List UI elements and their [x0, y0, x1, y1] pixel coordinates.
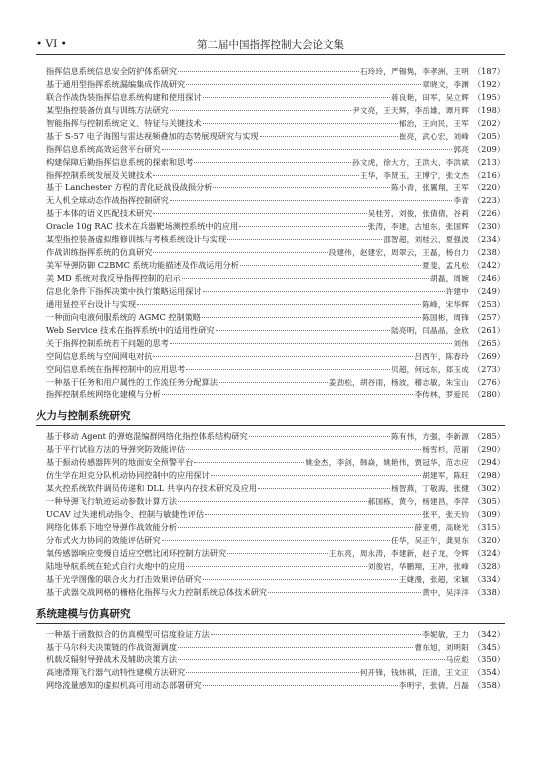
leader-dots	[162, 394, 414, 395]
toc-entry[interactable]	[46, 194, 505, 207]
entry-page: （253）	[472, 298, 505, 309]
entry-page: （220）	[472, 182, 505, 193]
entry-authors: 崔亮，武心宏，刘峰	[398, 131, 469, 141]
toc-entry[interactable]	[46, 285, 505, 298]
toc-entry[interactable]	[46, 181, 505, 194]
entry-authors: 黄中，吴洋洋	[422, 587, 469, 597]
entry-page: （261）	[472, 324, 505, 335]
entry-title: Oracle 10g RAC 技术在兵器靶场测控系统中的应用	[46, 221, 239, 232]
entry-page: （309）	[472, 509, 505, 519]
entry-title: 基于平行试验方法的导弹突防效能评估	[46, 444, 186, 455]
toc-entry[interactable]	[46, 376, 505, 389]
leader-dots	[203, 291, 445, 292]
entry-page: （198）	[472, 104, 505, 115]
entry-title: 空间信息系统在指挥控制中的应用思考	[46, 363, 186, 374]
entry-title: 美军导弹防御 C2BMC 系统功能描述及作战运用分析	[46, 260, 239, 271]
entry-authors: 蒋良艳，田军，吴立辉	[391, 92, 469, 102]
entry-authors: 刘伟	[453, 338, 469, 348]
entry-authors: 郝国栋，黄今，杨建昌，李萍	[367, 497, 469, 507]
leader-dots	[203, 579, 398, 580]
leader-dots	[227, 239, 382, 240]
entry-page: （213）	[472, 156, 505, 167]
entry-authors: 尹文亮，王天辉，李岳雄，谭月辉	[352, 105, 469, 115]
entry-authors: 何开锋，钱炜祺，汪清，王文正	[359, 668, 469, 678]
toc-entry[interactable]	[46, 143, 505, 156]
entry-title: 构建保障后勤指挥信息系统的探索和思考	[46, 156, 194, 167]
entry-authors: 段建伟，赵建宏，周翠云，王磊，杨自力	[328, 248, 469, 258]
toc-entry[interactable]	[46, 259, 505, 272]
leader-dots	[178, 71, 359, 72]
leader-dots	[186, 672, 359, 673]
toc-entry[interactable]	[46, 233, 505, 246]
toc-entry[interactable]	[46, 117, 505, 130]
entry-page: （223）	[472, 195, 505, 206]
entry-authors: 许建中	[445, 286, 469, 296]
entry-title: 仿生学在坦克分队机动协同控制中的应用探讨	[46, 470, 210, 481]
entry-authors: 陈峰，宋华辉	[422, 299, 469, 309]
entry-authors: 陆亮明，闫晶晶，金欣	[391, 325, 469, 335]
toc-entry[interactable]	[46, 653, 505, 666]
toc-entry[interactable]	[46, 388, 505, 401]
leader-dots	[213, 187, 390, 188]
entry-title: 基于武器交战网格的栅格化指挥与火力控制系统总体技术研究	[46, 586, 268, 597]
entry-authors: 张平，张天钧	[422, 510, 469, 519]
entry-page: （358）	[472, 680, 505, 691]
running-title: 第二届中国指挥控制大会论文集	[197, 38, 344, 51]
toc-entry[interactable]	[46, 586, 505, 599]
toc-entry[interactable]	[46, 363, 505, 376]
leader-dots	[170, 110, 351, 111]
leader-dots	[194, 162, 351, 163]
entry-page: （345）	[472, 641, 505, 652]
leader-dots	[178, 501, 367, 502]
entry-authors: 王华，李贤玉，王博宁，张文杰	[359, 170, 469, 180]
leader-dots	[186, 566, 366, 567]
entry-title: 关于指挥控制系统若干问题的思考	[46, 337, 169, 348]
leader-dots	[162, 540, 390, 541]
toc-entry[interactable]	[46, 246, 505, 259]
page-header	[36, 36, 505, 52]
leader-dots	[186, 84, 421, 85]
leader-dots	[203, 97, 390, 98]
leader-dots	[137, 304, 421, 305]
entry-title: 氧传感器响应变慢自适应空燃比闭环控制方法研究	[46, 547, 227, 558]
leader-dots	[153, 356, 413, 357]
entry-title: Web Service 技术在指挥系统中的适用性研究	[46, 324, 215, 335]
toc-entry[interactable]	[46, 628, 505, 641]
entry-page: （305）	[472, 496, 505, 507]
entry-page: （226）	[472, 208, 505, 219]
entry-title: 陆地导航系统在轮式自行火炮中的应用	[46, 560, 186, 571]
toc-entry[interactable]	[46, 547, 505, 560]
entry-page: （192）	[472, 78, 505, 89]
entry-page: （280）	[472, 389, 505, 400]
leader-dots	[186, 449, 421, 450]
header-rule	[36, 54, 505, 55]
entry-authors: 邵智超，刘桂云，夏强波	[383, 235, 469, 245]
page-number: • VI •	[36, 38, 67, 50]
entry-title: 指挥控制系统网络化建模与分析	[46, 389, 161, 400]
entry-title: 基于通用型指挥系统漏编集成作战研究	[46, 78, 186, 89]
section-heading: 系统建模与仿真研究	[36, 605, 505, 624]
entry-authors: 马应彪	[445, 655, 469, 665]
entry-page: （276）	[472, 376, 505, 387]
entry-title: 通用显控平台设计与实现	[46, 298, 137, 309]
entry-title: 作战训练指挥系统的仿真研究	[46, 247, 153, 258]
entry-authors: 李青	[453, 196, 469, 206]
toc-entry[interactable]	[46, 65, 505, 78]
leader-dots	[205, 514, 421, 515]
entry-page: （328）	[472, 560, 505, 571]
entry-title: 智能指挥与控制系统定义、特征与关键技术	[46, 117, 202, 128]
entry-page: （242）	[472, 260, 505, 271]
entry-authors: 杨智燕，丁敬海，张健	[391, 484, 469, 494]
entry-title: 空间信息系统与空间网电对抗	[46, 350, 153, 361]
entry-title: 基于 S-57 电子海图与雷达视频叠加的态势展现研究与实现	[46, 130, 259, 141]
leader-dots	[249, 436, 390, 437]
entry-title: 基于 Lanchester 方程的青化砭战役战损分析	[46, 182, 213, 193]
entry-title: 网络流量感知的虚拟机高可用动态部署研究	[46, 680, 202, 691]
leader-dots	[153, 213, 366, 214]
leader-dots	[260, 136, 398, 137]
leader-dots	[268, 592, 421, 593]
entry-authors: 姜劲松，胡谷雨，杨波，稽志敏，朱宝山	[328, 377, 469, 387]
leader-dots	[211, 475, 421, 476]
entry-title: 指挥信息系统信息安全防护体系研究	[46, 66, 178, 76]
toc-entry[interactable]	[46, 666, 505, 679]
entry-page: （209）	[472, 143, 505, 154]
entry-page: （334）	[472, 573, 505, 584]
toc-entry[interactable]	[46, 560, 505, 573]
entry-authors: 石玲玲，严锡隽，李孝洲，王明	[359, 67, 469, 76]
entry-authors: 李传林，罗爱民	[414, 390, 469, 400]
entry-title: UCAV 过失速机动指令、控制与敏捷性评估	[46, 509, 205, 519]
entry-page: （202）	[472, 117, 505, 128]
toc-entry[interactable]	[46, 298, 505, 311]
leader-dots	[153, 252, 327, 253]
entry-title: 机载反辐射导弹战术及辅助决策方法	[46, 654, 178, 665]
toc-entry[interactable]	[46, 324, 505, 337]
entry-authors: 郭亮	[453, 144, 469, 154]
toc-entry[interactable]	[46, 272, 505, 285]
toc-entry[interactable]	[46, 220, 505, 233]
entry-title: 一种基于函数拟合的仿真模型可信度验证方法	[46, 628, 210, 639]
entry-authors: 章晓文，李渊	[422, 79, 469, 89]
entry-page: （195）	[472, 91, 505, 102]
entry-title: 基于光学图像的联合火力打击效果评估研究	[46, 573, 202, 584]
entry-title: 高速滑翔飞行器气动特性建模方法研究	[46, 667, 186, 678]
entry-authors: 王婕漫，张超，宋颖	[398, 574, 469, 584]
entry-title: 联合作战伪装指挥信息系统构建和使用探讨	[46, 91, 202, 102]
entry-title: 一种基于任务和用户属性的工作流任务分配算法	[46, 376, 218, 387]
entry-page: （265）	[472, 337, 505, 348]
entry-page: （285）	[472, 431, 505, 442]
entry-page: （257）	[472, 311, 505, 322]
entry-authors: 郁治，王向民，王军	[398, 118, 469, 128]
entry-page: （216）	[472, 169, 505, 180]
entry-authors: 李妮敏，王力	[422, 629, 469, 639]
leader-dots	[182, 278, 429, 279]
entry-authors: 陈小青，张翼翔，王军	[391, 183, 469, 193]
leader-dots	[203, 685, 398, 686]
entry-page: （315）	[472, 521, 505, 532]
leader-dots	[211, 634, 421, 635]
entry-page: （234）	[472, 234, 505, 245]
entry-title: 一种面向电液伺服系统的 AGMC 控制策略	[46, 311, 202, 322]
entry-authors: 夏斐，孟凡松	[422, 261, 469, 271]
entry-page: （294）	[472, 457, 505, 468]
entry-title: 信息化条件下指挥决策中执行策略运用探讨	[46, 285, 202, 296]
leader-dots	[153, 175, 358, 176]
toc-entry[interactable]	[46, 534, 505, 547]
entry-title: 基于马尔科夫决策链的作战资源调度	[46, 641, 178, 652]
toc-entry[interactable]	[46, 169, 505, 182]
entry-authors: 任华，吴正午，龚昊东	[391, 535, 469, 545]
leader-dots	[203, 123, 398, 124]
toc-entry[interactable]	[46, 573, 505, 586]
toc-entry[interactable]	[46, 495, 505, 508]
entry-page: （238）	[472, 247, 505, 258]
entry-page: （269）	[472, 350, 505, 361]
leader-dots	[219, 382, 328, 383]
leader-dots	[186, 369, 390, 370]
toc-entry[interactable]	[46, 156, 505, 169]
leader-dots	[258, 488, 390, 489]
leader-dots	[239, 226, 366, 227]
entry-authors: 陈有伟，方强，李新源	[391, 432, 469, 442]
entry-page: （338）	[472, 586, 505, 597]
entry-title: 指挥信息系统高效运营平台研究	[46, 143, 161, 154]
entry-page: （230）	[472, 221, 505, 232]
entry-page: （342）	[472, 628, 505, 639]
toc-entry[interactable]	[46, 456, 505, 469]
toc-entry[interactable]	[46, 443, 505, 456]
entry-page: （249）	[472, 285, 505, 296]
entry-authors: 姚金杰，李剑，韩焱，姚艳伟，贾冠华，范志应	[305, 458, 469, 468]
entry-authors: 曹东旭，刘明阳	[414, 642, 469, 652]
entry-page: （354）	[472, 667, 505, 678]
entry-authors: 王东亮，周永涛，李建新，赵子龙，令辉	[328, 548, 469, 558]
entry-authors: 贝超，何远东，郑玉成	[391, 364, 469, 374]
entry-authors: 张涛，李建，古旭东，张国辉	[367, 222, 469, 232]
entry-authors: 李明宇，张倩，吕磊	[398, 681, 469, 691]
entry-authors: 吴桂芳，刘俊，张倩倩，谷莉	[367, 209, 469, 219]
entry-page: （290）	[472, 444, 505, 455]
entry-page: （320）	[472, 534, 505, 545]
entry-authors: 杨雪杉，范丽	[422, 445, 469, 455]
table-of-contents	[36, 65, 505, 692]
toc-entry[interactable]	[46, 521, 505, 534]
entry-title: 分布式火力协同的效能评估研究	[46, 534, 161, 545]
toc-entry[interactable]	[46, 207, 505, 220]
leader-dots	[170, 343, 453, 344]
toc-entry[interactable]	[46, 679, 505, 692]
entry-page: （205）	[472, 130, 505, 141]
entry-page: （246）	[472, 273, 505, 283]
toc-entry[interactable]	[46, 130, 505, 143]
entry-page: （324）	[472, 547, 505, 558]
toc-entry[interactable]	[46, 78, 505, 91]
entry-page: （273）	[472, 363, 505, 374]
toc-entry[interactable]	[46, 91, 505, 104]
entry-page: （302）	[472, 483, 505, 494]
entry-title: 无人机全球动态作战指挥控制研究	[46, 195, 169, 206]
entry-page: （298）	[472, 470, 505, 481]
entry-title: 某型指控装备虚拟维修训练与考核系统设计与实现	[46, 234, 227, 245]
toc-entry[interactable]	[46, 508, 505, 521]
toc-entry[interactable]	[46, 337, 505, 350]
entry-title: 基于本体的语义匹配技术研究	[46, 208, 153, 219]
leader-dots	[216, 330, 390, 331]
entry-title: 网络化体系下地空导弹作战效能分析	[46, 521, 178, 532]
entry-authors: 陈国彬，周锋	[422, 312, 469, 322]
toc-entry[interactable]	[46, 104, 505, 117]
leader-dots	[178, 527, 413, 528]
toc-entry[interactable]	[46, 350, 505, 363]
entry-title: 美 MD 系统对我反导指挥控制的启示	[46, 273, 181, 283]
entry-title: 基于移动 Agent 的弹炮混编群网络化指控体系结构研究	[46, 431, 248, 442]
entry-authors: 刘俊岩，华鹏翔，王冲，张峰	[367, 561, 469, 571]
entry-title: 某火控系统软件调员传递和 DLL 共享内存技术研究及应用	[46, 483, 257, 494]
entry-authors: 胡建军，陈旺	[422, 471, 469, 481]
leader-dots	[227, 553, 328, 554]
leader-dots	[240, 265, 421, 266]
leader-dots	[170, 200, 453, 201]
entry-page: （187）	[472, 66, 505, 76]
toc-entry[interactable]	[46, 482, 505, 495]
entry-page: （350）	[472, 654, 505, 665]
entry-authors: 吕西午，陈春玲	[414, 351, 469, 361]
entry-authors: 孙文虎，徐大方，王洪大，李洪斌	[352, 157, 469, 167]
entry-title: 基于振动传感器阵列的地面安全预警平台	[46, 457, 194, 468]
entry-title: 某型指控装备仿真与训练方法研究	[46, 104, 169, 115]
entry-title: 一种导弹飞行轨迹运动参数计算方法	[46, 496, 178, 507]
leader-dots	[194, 462, 304, 463]
leader-dots	[178, 647, 413, 648]
toc-entry[interactable]	[46, 311, 505, 324]
leader-dots	[178, 659, 445, 660]
toc-entry[interactable]	[46, 469, 505, 482]
entry-title: 指挥控制系统发展及关键技术	[46, 169, 153, 180]
section-heading: 火力与控制系统研究	[36, 407, 505, 426]
entry-authors: 胡磊，周婉	[430, 274, 469, 283]
leader-dots	[162, 149, 453, 150]
toc-entry[interactable]	[46, 641, 505, 654]
leader-dots	[202, 317, 421, 318]
toc-entry[interactable]	[46, 430, 505, 443]
entry-authors: 薛亚勇，高晓光	[414, 522, 469, 532]
